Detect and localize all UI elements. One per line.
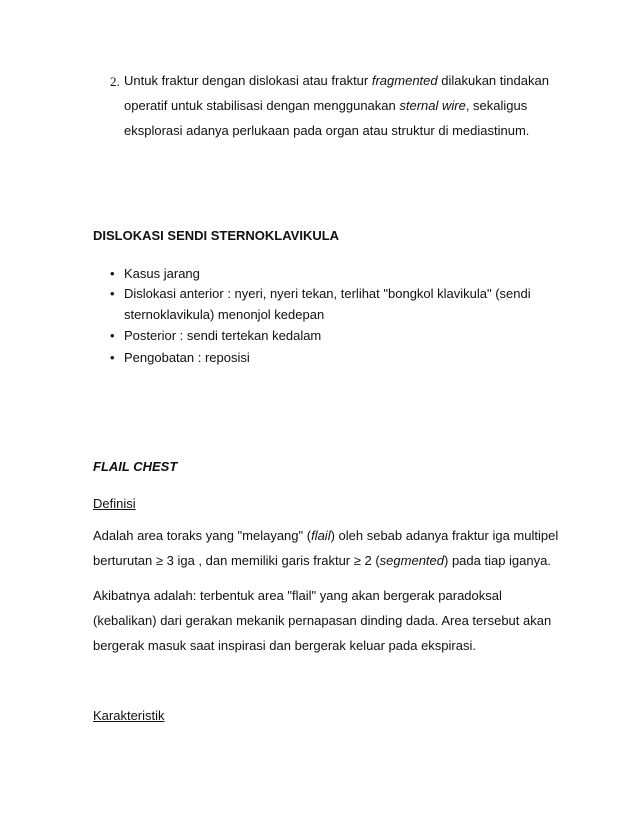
subheading-definisi: Definisi: [93, 496, 136, 511]
paragraph-line: (kebalikan) dari gerakan mekanik pernapasan dinding dada. Area tersebut akan: [93, 613, 552, 628]
list-number: 2.: [110, 74, 120, 89]
bullet-icon: •: [110, 266, 115, 281]
paragraph-line: bergerak masuk saat inspirasi dan bergerak keluar pada ekspirasi.: [93, 638, 476, 653]
paragraph-line: Akibatnya adalah: terbentuk area "flail" yang akan bergerak paradoksal: [93, 588, 502, 603]
bullet-icon: •: [110, 350, 115, 365]
section-heading-flail-chest: FLAIL CHEST: [93, 459, 178, 474]
list-item-text: Pengobatan : reposisi: [124, 350, 250, 365]
list-item-text: sternoklavikula) menonjol kedepan: [124, 307, 325, 322]
definition-line-2: berturutan ≥ 3 iga , dan memiliki garis fraktur ≥ 2 (segmented) pada tiap iganya.: [93, 553, 551, 568]
item2-line-1: Untuk fraktur dengan dislokasi atau fraktur fragmented dilakukan tindakan: [124, 73, 549, 88]
definition-line-1: Adalah area toraks yang "melayang" (flail) oleh sebab adanya fraktur iga multipel: [93, 528, 559, 543]
list-item-text: Posterior : sendi tertekan kedalam: [124, 328, 322, 343]
item2-line-3: eksplorasi adanya perlukaan pada organ atau struktur di mediastinum.: [124, 123, 530, 138]
list-item-text: Dislokasi anterior : nyeri, nyeri tekan, terlihat "bongkol klavikula" (sendi: [124, 286, 531, 301]
list-item-text: Kasus jarang: [124, 266, 200, 281]
subheading-karakteristik: Karakteristik: [93, 708, 165, 723]
item2-line-2: operatif untuk stabilisasi dengan menggunakan sternal wire, sekaligus: [124, 98, 528, 113]
section-heading-sternoklavikula: DISLOKASI SENDI STERNOKLAVIKULA: [93, 228, 340, 243]
bullet-icon: •: [110, 328, 115, 343]
bullet-icon: •: [110, 286, 115, 301]
